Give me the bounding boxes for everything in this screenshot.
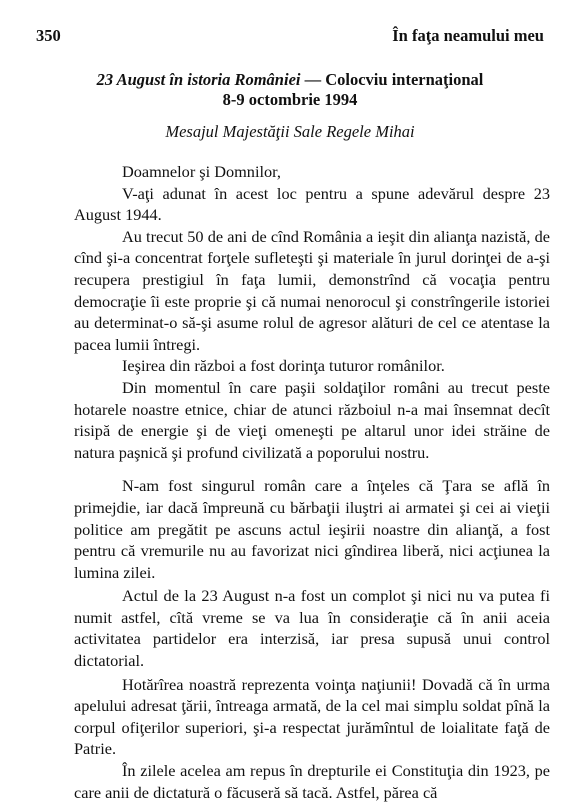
paragraph: V-aţi adunat în acest loc pentru a spune adevărul despre 23 August 1944.	[74, 183, 550, 225]
paragraph: N-am fost singurul român care a înţeles că Ţara se află în primejdie, iar dacă împreună cu bărbaţii iluştri ai armatei şi cei ai vieţii politice am pregătit pe ascuns actul ieşirii noastre din alianţă, a fost pentru că vremurile nu au favorizat nici gîndirea liberă, nici acţiunea la lumina zilei.	[74, 476, 550, 582]
title-date: 8-9 octombrie 1994	[222, 90, 358, 109]
paragraph: În zilele acelea am repus în drepturile ei Constituţia din 1923, pe care anii de dictatură o făcuseră să tacă. Astfel, părea că	[74, 761, 550, 802]
title-line-1	[36, 70, 544, 90]
page-header	[36, 26, 544, 50]
paragraph-salutation: Doamnelor şi Domnilor,	[122, 162, 281, 181]
paragraph: Ieşirea din război a fost dorinţa tuturor românilor.	[122, 356, 445, 376]
title-bold-part: — Colocviu internaţional	[300, 70, 484, 89]
running-title: În faţa neamului meu	[392, 26, 544, 45]
paragraph: Au trecut 50 de ani de cînd România a ieşit din alianţa nazistă, de cînd şi-a concentrat forţele sufleteşti şi materiale în jurul dorinţei de a-şi recupera prestigiul în faţa lumii, demonstrînd că vocaţia pentru democraţie îi este proprie şi că numai nenorocul şi constrîngerile istoriei au determinat-o să-şi asume rolul de agresor alături de cel ce atentase la pacea lumii întregi.	[74, 226, 550, 354]
article-subtitle: Mesajul Majestăţii Sale Regele Mihai	[165, 122, 415, 141]
page-number: 350	[36, 26, 61, 45]
paragraph: Din momentul în care paşii soldaţilor români au trecut peste hotarele noastre etnice, chiar de atunci războiul n-a mai însemnat decît risipă de energie şi de vieţi omeneşti pe altarul unor idei străine de natura paşnică şi profund civilizată a poporului nostru.	[74, 377, 550, 462]
paragraph: Hotărîrea noastră reprezenta voinţa naţiunii! Dovadă că în urma apelului adresat ţării, întreaga armată, de la cel mai simplu soldat pînă la corpul ofiţerilor superiori, şi-a respectat jurămîntul de loialitate faţă de Patrie.	[74, 674, 550, 759]
paragraph: Actul de la 23 August n-a fost un complot şi nici nu va putea fi numit astfel, cîtă vreme se va lua în consideraţie că în anii aceia activitatea partidelor era interzisă, iar presa supusă unui control dictatorial.	[74, 586, 550, 671]
body-text	[74, 161, 550, 803]
article-title	[36, 70, 544, 110]
title-italic-part: 23 August în istoria României	[96, 70, 301, 89]
